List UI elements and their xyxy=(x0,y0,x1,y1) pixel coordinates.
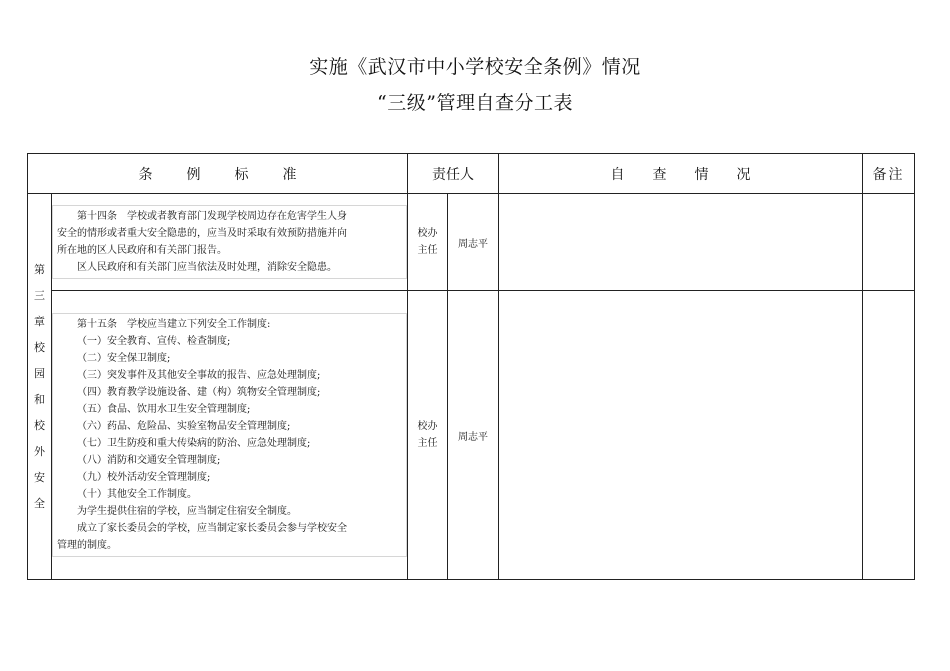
article14-cell xyxy=(52,194,408,291)
table-row-article15 xyxy=(28,291,915,580)
chapter-cell xyxy=(28,194,52,580)
article15-notes xyxy=(863,291,915,580)
chapter-char: 校 xyxy=(34,418,45,432)
article15-item: （二）安全保卫制度; xyxy=(77,353,171,364)
article14-line: 区人民政府和有关部门应当依法及时处理，消除安全隐患。 xyxy=(77,262,337,273)
chapter-char: 园 xyxy=(34,366,45,380)
document-title: 实施《武汉市中小学校安全条例》情况 xyxy=(309,56,641,78)
article15-item: （一）安全教育、宣传、检查制度; xyxy=(77,336,231,347)
document-subtitle: “三级”管理自查分工表 xyxy=(377,92,573,114)
header-standard xyxy=(28,154,408,194)
article14-line: 第十四条 学校或者教育部门发现学校周边存在危害学生人身 xyxy=(77,211,347,222)
chapter-char: 全 xyxy=(34,496,45,510)
role-line: 主任 xyxy=(417,438,438,449)
role-line: 校办 xyxy=(417,228,438,239)
article15-cell xyxy=(52,291,408,580)
chapter-char: 外 xyxy=(34,444,45,458)
header-responsible: 责任人 xyxy=(408,154,499,194)
article14-self-check xyxy=(499,194,863,291)
article15-role xyxy=(408,291,448,580)
chapter-char: 章 xyxy=(34,314,45,328)
article15-item: （七）卫生防疫和重大传染病的防治、应急处理制度; xyxy=(77,438,311,449)
chapter-char: 和 xyxy=(34,392,45,406)
article15-item: （九）校外活动安全管理制度; xyxy=(77,472,211,483)
article14-text xyxy=(52,205,407,279)
table-row-article14 xyxy=(28,194,915,291)
article15-item: （五）食品、饮用水卫生安全管理制度; xyxy=(77,404,251,415)
article15-text xyxy=(52,313,407,557)
self-check-table xyxy=(27,153,915,580)
header-self-check-label: 自查情况 xyxy=(610,166,779,183)
chapter-char: 三 xyxy=(34,288,45,302)
header-row xyxy=(28,154,915,194)
article15-item: （八）消防和交通安全管理制度; xyxy=(77,455,221,466)
article15-para: 管理的制度。 xyxy=(57,540,117,551)
article15-para: 成立了家长委员会的学校，应当制定家长委员会参与学校安全 xyxy=(77,523,347,534)
article14-role xyxy=(408,194,448,291)
article15-person: 周志平 xyxy=(448,291,499,580)
article15-item: （六）药品、危险品、实验室物品安全管理制度; xyxy=(77,421,291,432)
header-standard-label: 条例标准 xyxy=(138,166,331,183)
article14-notes xyxy=(863,194,915,291)
article15-item: （三）突发事件及其他安全事故的报告、应急处理制度; xyxy=(77,370,321,381)
article15-self-check xyxy=(499,291,863,580)
chapter-char: 校 xyxy=(34,340,45,354)
role-line: 主任 xyxy=(417,245,438,256)
article14-person: 周志平 xyxy=(448,194,499,291)
header-notes: 备注 xyxy=(863,154,915,194)
header-self-check xyxy=(499,154,863,194)
chapter-char: 安 xyxy=(34,470,45,484)
chapter-char: 第 xyxy=(34,262,45,276)
article14-line: 安全的情形或者重大安全隐患的，应当及时采取有效预防措施并向 xyxy=(57,228,347,239)
article15-para: 为学生提供住宿的学校，应当制定住宿安全制度。 xyxy=(77,506,297,517)
article15-item: （四）教育教学设施设备、建（构）筑物安全管理制度; xyxy=(77,387,321,398)
article15-item: （十）其他安全工作制度。 xyxy=(77,489,197,500)
article14-line: 所在地的区人民政府和有关部门报告。 xyxy=(57,245,227,256)
role-line: 校办 xyxy=(417,421,438,432)
article15-intro: 第十五条 学校应当建立下列安全工作制度: xyxy=(77,319,271,330)
chapter-label xyxy=(28,262,51,512)
